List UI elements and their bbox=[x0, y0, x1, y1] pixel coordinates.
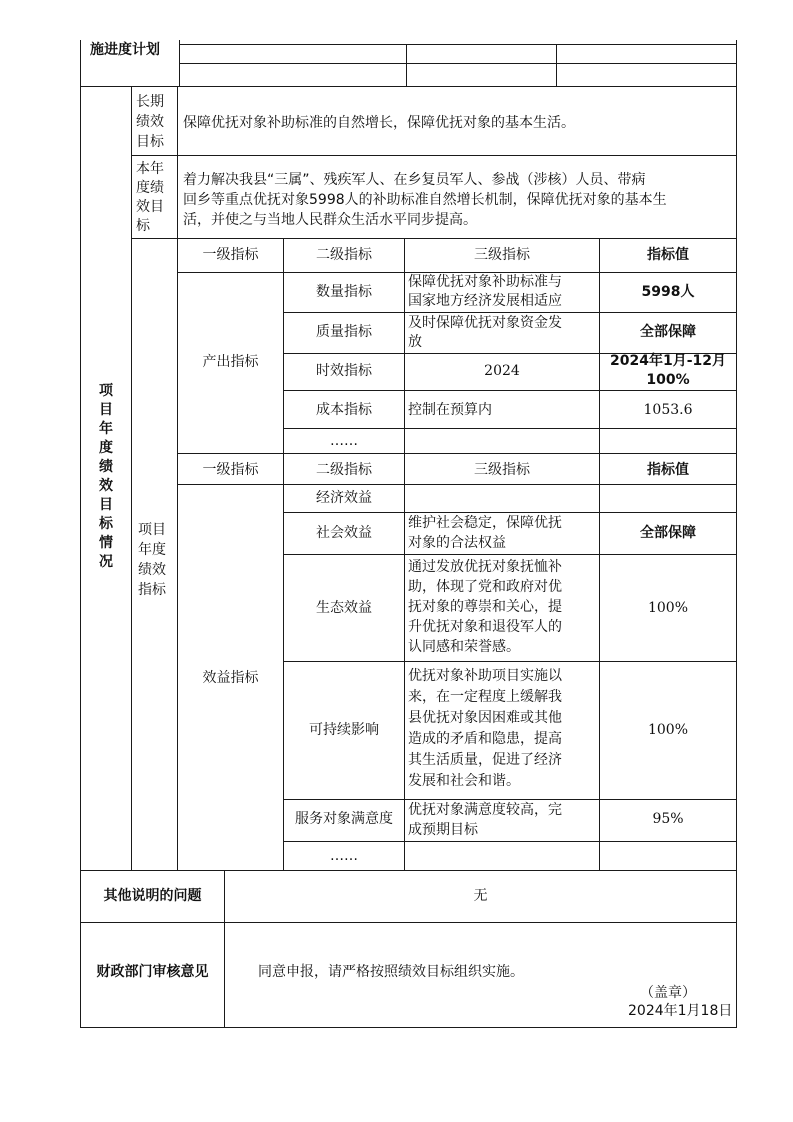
review-label: 财政部门审核意见 bbox=[96, 964, 209, 980]
level2-social: 社会效益 bbox=[316, 525, 372, 541]
rule bbox=[283, 661, 737, 662]
level3-quality-1: 及时保障优抚对象资金发 bbox=[408, 315, 562, 331]
level2-quality: 质量指标 bbox=[316, 324, 372, 340]
level3-ecology-5: 认同感和荣誉感。 bbox=[408, 639, 520, 655]
rule bbox=[283, 841, 737, 842]
rule bbox=[556, 44, 557, 86]
rule bbox=[131, 238, 737, 239]
rule bbox=[80, 870, 737, 871]
other-value: 无 bbox=[473, 888, 488, 904]
rule bbox=[406, 44, 407, 86]
rule bbox=[180, 44, 737, 45]
level3-social-2: 对象的合法权益 bbox=[408, 535, 506, 551]
header-level2-b: 二级指标 bbox=[316, 462, 372, 478]
rule bbox=[177, 453, 737, 454]
long-term-label: 长期绩效目标 bbox=[136, 94, 164, 150]
header-value-b: 指标值 bbox=[647, 462, 689, 478]
level2-timeliness: 时效指标 bbox=[316, 363, 372, 379]
rule bbox=[283, 390, 737, 391]
rule bbox=[283, 428, 737, 429]
header-level1-b: 一级指标 bbox=[202, 462, 259, 478]
header-level3: 三级指标 bbox=[474, 247, 530, 263]
value-quantity: 5998人 bbox=[641, 284, 695, 300]
level2-economic: 经济效益 bbox=[316, 490, 372, 506]
rule bbox=[179, 40, 180, 87]
header-level3-b: 三级指标 bbox=[474, 462, 530, 478]
other-label: 其他说明的问题 bbox=[103, 888, 202, 904]
level3-ecology-1: 通过发放优抚对象抚恤补 bbox=[408, 559, 562, 575]
schedule-label: 施进度计划 bbox=[90, 42, 160, 58]
frame-bottom bbox=[80, 1027, 737, 1028]
level3-sustainability-3: 县优抚对象因困难或其他 bbox=[408, 710, 562, 726]
rule bbox=[131, 86, 132, 870]
value-ecology: 100% bbox=[647, 600, 689, 616]
level3-timeliness: 2024 bbox=[484, 363, 520, 379]
value-satisfaction: 95% bbox=[652, 811, 684, 827]
level3-sustainability-4: 造成的矛盾和隐患，提高 bbox=[408, 731, 562, 747]
level2-satisfaction: 服务对象满意度 bbox=[295, 811, 393, 827]
level3-sustainability-2: 来，在一定程度上缓解我 bbox=[408, 689, 562, 705]
value-social: 全部保障 bbox=[640, 525, 696, 541]
rule bbox=[180, 63, 737, 64]
header-level2: 二级指标 bbox=[316, 247, 372, 263]
review-seal: （盖章） bbox=[640, 985, 696, 1001]
annual-line-1: 着力解决我县“三属”、残疾军人、在乡复员军人、参战（涉核）人员、带病 bbox=[183, 172, 646, 188]
long-term-text: 保障优抚对象补助标准的自然增长，保障优抚对象的基本生活。 bbox=[183, 115, 575, 131]
rule bbox=[283, 554, 737, 555]
level3-quantity-1: 保障优抚对象补助标准与 bbox=[408, 274, 562, 290]
value-sustainability: 100% bbox=[647, 722, 689, 738]
output-label: 产出指标 bbox=[202, 354, 259, 370]
indicators-label: 项目年度绩效指标 bbox=[138, 522, 166, 598]
value-timeliness-1: 2024年1月-12月 bbox=[610, 353, 726, 369]
review-text: 同意申报，请严格按照绩效目标组织实施。 bbox=[258, 964, 524, 980]
header-value: 指标值 bbox=[647, 247, 689, 263]
level3-ecology-3: 抚对象的尊崇和关心，提 bbox=[408, 599, 562, 615]
level3-ecology-4: 升优抚对象和退役军人的 bbox=[408, 619, 562, 635]
level2-ecology: 生态效益 bbox=[316, 600, 372, 616]
value-quality: 全部保障 bbox=[640, 324, 696, 340]
level2-cost: 成本指标 bbox=[316, 402, 372, 418]
level2-quantity: 数量指标 bbox=[316, 284, 372, 300]
value-timeliness-2: 100% bbox=[646, 372, 690, 388]
level2-more-output: …… bbox=[330, 433, 358, 449]
level3-sustainability-6: 发展和社会和谐。 bbox=[408, 773, 520, 789]
section-label: 项目年度绩效目标情况 bbox=[99, 383, 113, 570]
frame-right bbox=[736, 40, 737, 1028]
level2-more-benefit: …… bbox=[330, 848, 358, 864]
level2-sustainability: 可持续影响 bbox=[309, 722, 379, 738]
annual-label: 本年度绩效目标 bbox=[136, 161, 164, 234]
header-level1: 一级指标 bbox=[202, 247, 259, 263]
review-date: 2024年1月18日 bbox=[628, 1003, 733, 1019]
rule bbox=[131, 155, 737, 156]
level3-sustainability-1: 优抚对象补助项目实施以 bbox=[408, 668, 562, 684]
level3-quality-2: 放 bbox=[408, 334, 422, 350]
rule bbox=[177, 484, 737, 485]
level3-cost: 控制在预算内 bbox=[408, 402, 492, 418]
value-cost: 1053.6 bbox=[643, 402, 693, 418]
frame-left bbox=[80, 40, 81, 1028]
benefit-label: 效益指标 bbox=[202, 670, 259, 686]
level3-quantity-2: 国家地方经济发展相适应 bbox=[408, 293, 562, 309]
level3-sustainability-5: 其生活质量，促进了经济 bbox=[408, 752, 562, 768]
annual-line-2: 回乡等重点优抚对象5998人的补助标准自然增长机制，保障优抚对象的基本生 bbox=[183, 192, 667, 208]
level3-satisfaction-2: 成预期目标 bbox=[408, 822, 478, 838]
rule bbox=[80, 922, 737, 923]
level3-satisfaction-1: 优抚对象满意度较高，完 bbox=[408, 802, 562, 818]
level3-ecology-2: 助，体现了党和政府对优 bbox=[408, 579, 562, 595]
annual-line-3: 活，并使之与当地人民群众生活水平同步提高。 bbox=[183, 212, 477, 228]
level3-social-1: 维护社会稳定，保障优抚 bbox=[408, 515, 562, 531]
